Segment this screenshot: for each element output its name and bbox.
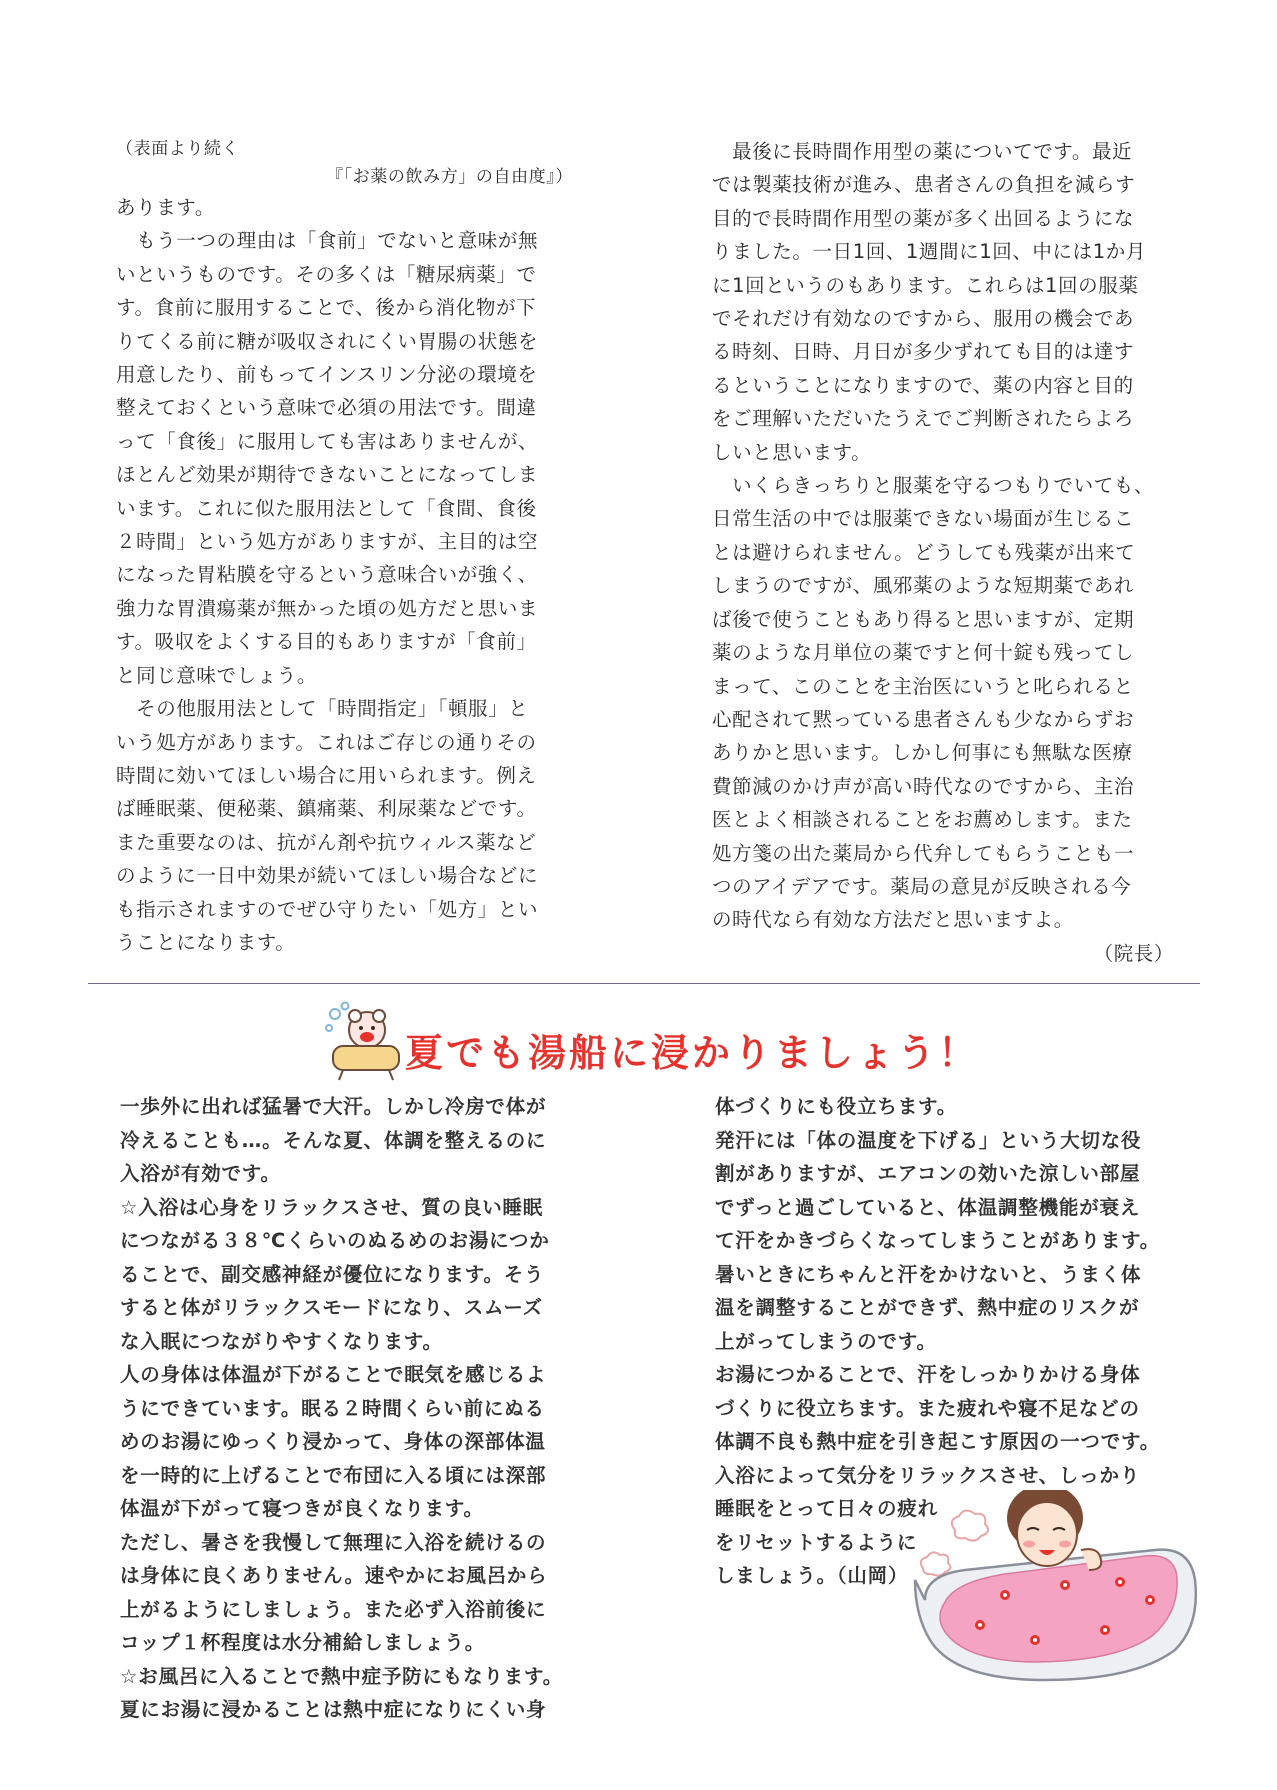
- text-line: 目的で長時間作用型の薬が多く出回るようにな: [712, 206, 1135, 230]
- text-line: すると体がリラックスモードになり、スムーズ: [120, 1296, 543, 1319]
- text-line: いというものです。その多くは「糖尿病薬」で: [116, 262, 537, 286]
- text-line: 割がありますが、エアコンの効いた涼しい部屋: [715, 1162, 1141, 1185]
- text-line: あります。: [116, 196, 215, 219]
- text-line: す。吸収をよくする目的もありますが「食前」: [116, 630, 537, 654]
- text-line: 発汗には「体の温度を下げる」という大切な役: [715, 1128, 1142, 1152]
- text-line: まって、このことを主治医にいうと叱られると: [712, 674, 1134, 698]
- text-line: て汗をかきづらくなってしまうことがあります。: [715, 1229, 1161, 1252]
- text-line: 冷えることも…。そんな夏、体調を整えるのに: [120, 1128, 547, 1152]
- text-line: いう処方があります。これはご存じの通りその: [116, 730, 537, 754]
- woman-in-bath-illustration: [905, 1490, 1205, 1690]
- text-line: 処方箋の出た薬局から代弁してもらうことも一: [712, 841, 1135, 865]
- text-line: では製薬技術が進み、患者さんの負担を減らす: [712, 173, 1136, 197]
- text-line: ほとんど効果が期待できないことになってしま: [116, 463, 539, 487]
- text-line: って「食後」に服用しても害はありませんが、: [116, 429, 539, 453]
- text-line: その他服用法として「時間指定」「頓服」と: [116, 697, 529, 721]
- text-line: 睡眠をとって日々の疲れ: [715, 1497, 938, 1520]
- text-line: うことになります。: [116, 930, 296, 954]
- text-line: 時間に効いてほしい場合に用いられます。例え: [116, 763, 537, 787]
- text-line: 夏にお湯に浸かることは熱中症になりにくい身: [120, 1698, 547, 1721]
- text-line: 入浴が有効です。: [120, 1162, 281, 1185]
- text-line: お湯につかることで、汗をしっかりかける身体: [715, 1363, 1141, 1386]
- text-line: 一歩外に出れば猛暑で大汗。しかし冷房で体が: [120, 1095, 547, 1118]
- text-line: につながる３８℃くらいのぬるめのお湯につか: [120, 1229, 550, 1252]
- text-line: 日常生活の中では服薬できない場面が生じるこ: [712, 507, 1135, 531]
- text-line: しましょう。（山岡）: [715, 1564, 909, 1587]
- text-line: のように一日中効果が続いてほしい場合などに: [116, 864, 539, 888]
- text-line: もう一つの理由は「食前」でないと意味が無: [116, 229, 539, 253]
- bathtub-mascot-icon: [325, 1000, 405, 1084]
- text-line: コップ１杯程度は水分補給しましょう。: [120, 1631, 486, 1654]
- text-line: と同じ意味でしょう。: [116, 663, 318, 687]
- text-line: つのアイデアです。薬局の意見が反映される今: [712, 874, 1132, 898]
- text-line: は身体に良くありません。速やかにお風呂から: [120, 1564, 548, 1587]
- text-line: ☆入浴は心身をリラックスさせ、質の良い睡眠: [120, 1195, 544, 1219]
- article-left-column: [120, 1090, 620, 1727]
- text-line: す。食前に服用することで、後から消化物が下: [116, 296, 537, 320]
- text-line: の時代なら有効な方法だと思いますよ。: [712, 908, 1074, 932]
- text-line: 強力な胃潰瘍薬が無かった頃の処方だと思いま: [116, 596, 539, 620]
- text-line: をリセットするように: [715, 1530, 918, 1554]
- text-line: 上がるようにしましょう。また必ず入浴前後に: [120, 1597, 547, 1621]
- text-line: 人の身体は体温が下がることで眠気を感じるよ: [120, 1363, 547, 1386]
- text-line: づくりに役立ちます。また疲れや寝不足などの: [715, 1396, 1140, 1420]
- text-line: でそれだけ有効なのですから、服用の機会であ: [712, 307, 1135, 331]
- section-divider: [88, 983, 1200, 984]
- text-line: になった胃粘膜を守るという意味合いが強く、: [116, 563, 538, 587]
- text-line: 整えておくという意味で必須の用法です。間違: [116, 396, 537, 420]
- text-line: も指示されますのでぜひ守りたい「処方」とい: [116, 897, 539, 921]
- text-line: 上がってしまうのです。: [715, 1329, 937, 1353]
- text-line: をご理解いただいたうえでご判断されたらよろ: [712, 407, 1135, 431]
- text-line: を一時的に上げることで布団に入る頃には深部: [120, 1463, 547, 1487]
- text-line: 体温が下がって寝つきが良くなります。: [120, 1497, 484, 1520]
- article-title: 夏でも湯船に浸かりましょう！: [405, 1031, 980, 1075]
- text-line: 体調不良も熱中症を引き起こす原因の一つです。: [715, 1430, 1161, 1453]
- text-line: ば睡眠薬、便秘薬、鎮痛薬、利尿薬などです。: [116, 797, 537, 821]
- text-line: 体づくりにも役立ちます。: [715, 1095, 958, 1118]
- text-line: な入眠につながりやすくなります。: [120, 1329, 443, 1353]
- text-line: ２時間」という処方がありますが、主目的は空: [116, 530, 539, 554]
- text-line: に1回というのもあります。これらは1回の服薬: [712, 273, 1139, 297]
- text-line: 心配されて黙っている患者さんも少なからずお: [712, 707, 1135, 731]
- text-line: ありかと思います。しかし何事にも無駄な医療: [712, 741, 1133, 765]
- signature: （院長）: [1093, 941, 1174, 965]
- text-line: とは避けられません。どうしても残薬が出来て: [712, 540, 1136, 564]
- continued-title: 『「お薬の飲み方」の自由度』）: [326, 167, 573, 187]
- text-line: いくらきっちりと服薬を守るつもりでいても、: [712, 474, 1155, 498]
- text-line: ただし、暑さを我慢して無理に入浴を続けるの: [120, 1530, 547, 1554]
- top-left-column: [116, 135, 586, 959]
- continued-note: （表面より続く: [116, 139, 240, 159]
- text-line: 費節減のかけ声が高い時代なのですから、主治: [712, 774, 1135, 798]
- text-line: 用意したり、前もってインスリン分泌の環境を: [116, 363, 538, 387]
- text-line: しいと思います。: [712, 440, 872, 464]
- text-line: ることで、副交感神経が優位になります。そう: [120, 1262, 545, 1286]
- text-line: うにできています。眠る２時間くらい前にぬる: [120, 1396, 545, 1420]
- text-line: でずっと過ごしていると、体温調整機能が衰え: [715, 1195, 1141, 1219]
- text-line: 温を調整することができず、熱中症のリスクが: [715, 1296, 1140, 1319]
- text-line: りました。一日1回、1週間に1回、中には1か月: [712, 240, 1146, 264]
- text-line: ☆お風呂に入ることで熱中症予防にもなります。: [120, 1664, 564, 1688]
- text-line: めのお湯にゆっくり浸かって、身体の深部体温: [120, 1430, 546, 1453]
- article-header: [325, 1000, 980, 1090]
- text-line: います。これに似た服用法として「食間、食後: [116, 496, 537, 520]
- text-line: ば後で使うこともあり得ると思いますが、定期: [712, 607, 1135, 631]
- text-line: りてくる前に糖が吸収されにくい胃腸の状態を: [116, 329, 539, 353]
- top-right-column: [712, 135, 1182, 970]
- text-line: 医とよく相談されることをお薦めします。また: [712, 808, 1133, 832]
- text-line: また重要なのは、抗がん剤や抗ウィルス薬など: [116, 830, 537, 854]
- text-line: 薬のような月単位の薬ですと何十錠も残ってし: [712, 641, 1135, 665]
- text-line: る時刻、日時、月日が多少ずれても目的は達す: [712, 340, 1135, 364]
- text-line: 入浴によって気分をリラックスさせ、しっかり: [715, 1463, 1141, 1487]
- text-line: 暑いときにちゃんと汗をかけないと、うまく体: [715, 1262, 1142, 1286]
- text-line: るということになりますので、薬の内容と目的: [712, 373, 1134, 397]
- text-line: 最後に長時間作用型の薬についてです。最近: [712, 140, 1133, 163]
- text-line: しまうのですが、風邪薬のような短期薬であれ: [712, 574, 1135, 598]
